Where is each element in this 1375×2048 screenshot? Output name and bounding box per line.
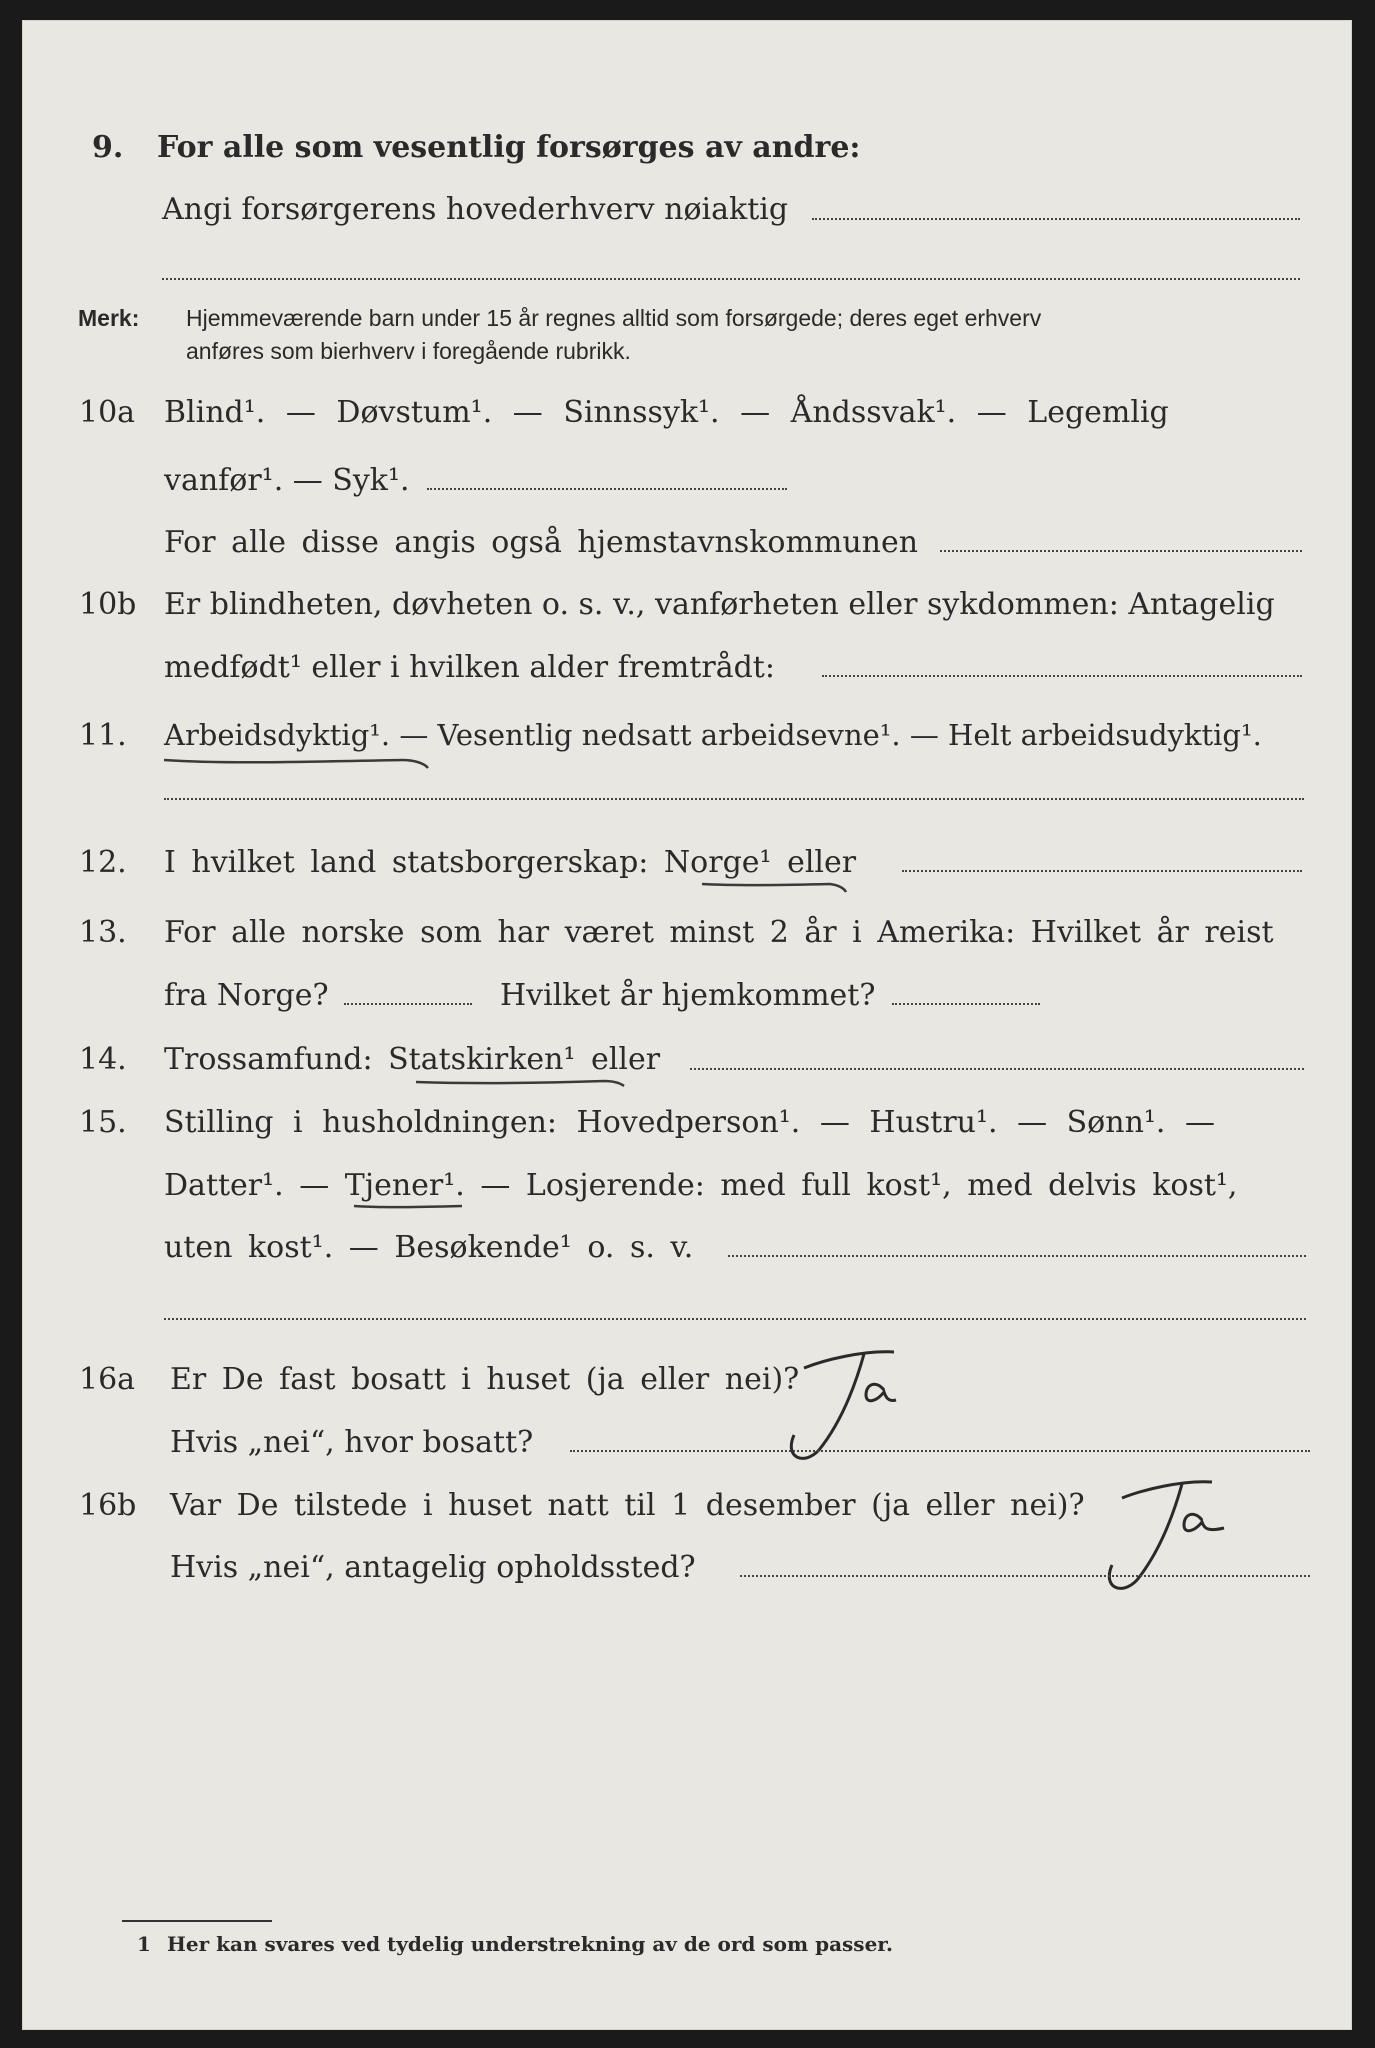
question-10a-municipality-field[interactable] xyxy=(940,550,1302,552)
footnote-mark: 1 xyxy=(137,1932,151,1956)
underline-tjener-mark xyxy=(352,1198,482,1218)
merk-label: Merk: xyxy=(78,305,140,331)
question-16b-answer-field[interactable] xyxy=(740,1575,1310,1577)
question-10b-line-1: Er blindheten, døvheten o. s. v., vanførheten eller sykdommen: Antagelig xyxy=(164,587,1275,622)
question-16b-line-2: Hvis „nei“, antagelig opholdssted? xyxy=(170,1550,696,1585)
question-15-answer-field[interactable] xyxy=(728,1255,1306,1257)
question-16a-line-1: Er De fast bosatt i huset (ja eller nei)? xyxy=(170,1362,800,1397)
question-9-answer-field[interactable] xyxy=(812,218,1300,220)
underline-arbeidsdyktig-mark xyxy=(162,748,432,770)
question-16a-line-2: Hvis „nei“, hvor bosatt? xyxy=(170,1425,534,1460)
question-9-answer-field-2[interactable] xyxy=(162,278,1300,280)
question-10b-number: 10b xyxy=(79,587,137,622)
question-14-answer-field[interactable] xyxy=(690,1068,1304,1070)
question-13-line-2a: fra Norge? xyxy=(164,978,329,1013)
question-15-answer-field-2[interactable] xyxy=(164,1318,1306,1320)
question-11-line-1: Arbeidsdyktig¹. — Vesentlig nedsatt arbeidsevne¹. — Helt arbeidsudyktig¹. xyxy=(164,718,1262,752)
question-10a-number: 10a xyxy=(79,395,136,430)
question-16b-line-1: Var De tilstede i huset natt til 1 desember (ja eller nei)? xyxy=(170,1488,1085,1523)
question-10a-line-1: Blind¹. — Døvstum¹. — Sinnssyk¹. — Åndssvak¹. — Legemlig xyxy=(164,395,1169,430)
question-16a-answer-field[interactable] xyxy=(570,1450,1310,1452)
footnote-text: Her kan svares ved tydelig understrekning av de ord som passer. xyxy=(167,1932,893,1956)
question-10a-answer-field[interactable] xyxy=(427,488,787,490)
underline-statskirken-mark xyxy=(414,1072,634,1092)
footnote-rule xyxy=(122,1920,272,1922)
question-10b-line-2: medfødt¹ eller i hvilken alder fremtrådt: xyxy=(164,650,775,685)
question-14-line-1: Trossamfund: Statskirken¹ eller xyxy=(164,1042,661,1077)
merk-line-2: anføres som bierhverv i foregående rubrikk. xyxy=(186,338,631,364)
question-16b-number: 16b xyxy=(79,1488,137,1523)
underline-norge-mark xyxy=(700,876,850,896)
question-13-number: 13. xyxy=(79,915,127,950)
question-9-line: Angi forsørgerens hovederhverv nøiaktig xyxy=(162,192,789,227)
question-13-line-1: For alle norske som har været minst 2 år i Amerika: Hvilket år reist xyxy=(164,915,1274,950)
question-9-title: For alle som vesentlig forsørges av andre: xyxy=(157,130,861,165)
question-16a-number: 16a xyxy=(79,1362,136,1397)
question-11-answer-field[interactable] xyxy=(164,798,1304,800)
question-15-line-1: Stilling i husholdningen: Hovedperson¹. — Hustru¹. — Sønn¹. — xyxy=(164,1105,1215,1140)
question-10a-line-3: For alle disse angis også hjemstavnskommunen xyxy=(164,525,919,560)
question-9-number: 9. xyxy=(92,130,124,165)
question-14-number: 14. xyxy=(79,1042,127,1077)
question-15-number: 15. xyxy=(79,1105,127,1140)
census-form-page xyxy=(22,20,1352,2030)
question-15-line-3: uten kost¹. — Besøkende¹ o. s. v. xyxy=(164,1230,694,1265)
question-15-line-2: Datter¹. — Tjener¹. — Losjerende: med full kost¹, med delvis kost¹, xyxy=(164,1168,1238,1203)
question-12-line-1: I hvilket land statsborgerskap: Norge¹ eller xyxy=(164,845,857,880)
question-13-year-left-field[interactable] xyxy=(344,1003,472,1005)
question-13-line-2b: Hvilket år hjemkommet? xyxy=(500,978,876,1013)
question-10b-answer-field[interactable] xyxy=(822,675,1302,677)
question-12-answer-field[interactable] xyxy=(902,870,1302,872)
question-13-year-returned-field[interactable] xyxy=(892,1003,1040,1005)
merk-line-1: Hjemmeværende barn under 15 år regnes alltid som forsørgede; deres eget erhverv xyxy=(186,305,1042,331)
question-10a-line-2: vanfør¹. — Syk¹. xyxy=(164,463,410,498)
question-12-number: 12. xyxy=(79,845,127,880)
question-11-number: 11. xyxy=(79,718,127,753)
handwritten-answer-ja-16b xyxy=(1102,1470,1302,1600)
